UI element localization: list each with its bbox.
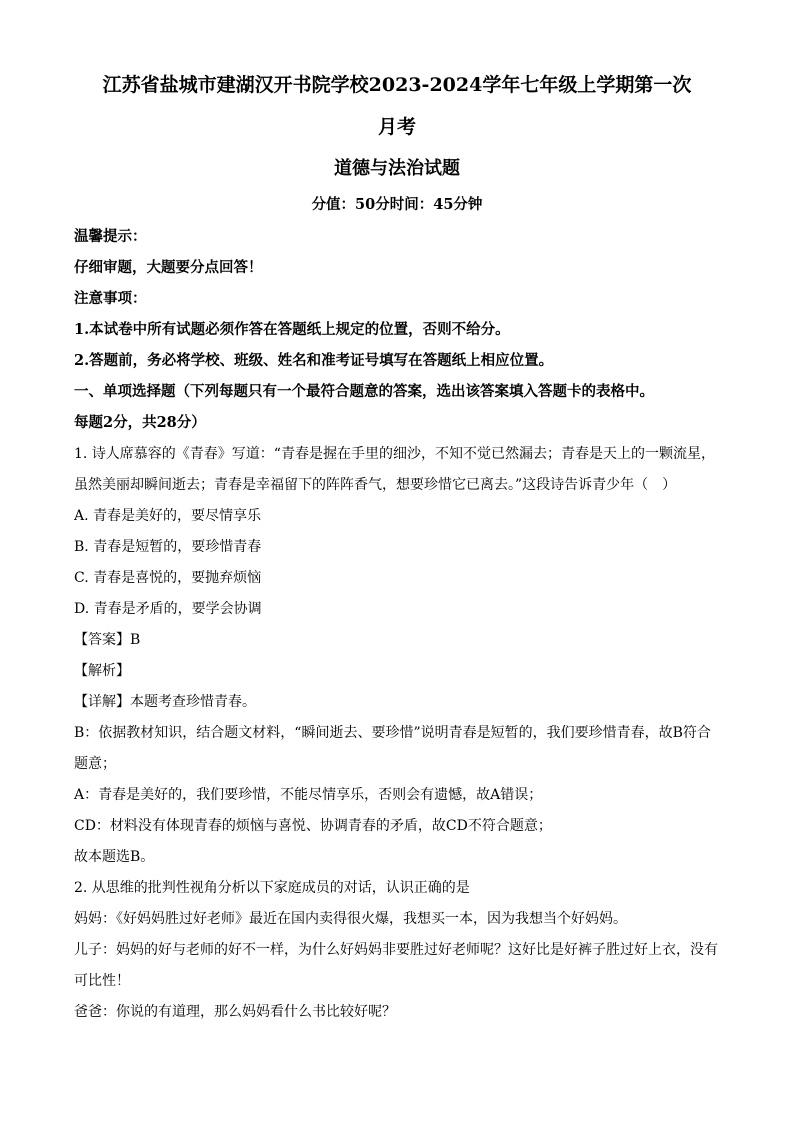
section-heading-line2: 每题2分，共28分） (74, 414, 206, 431)
section-heading-line1: 一、单项选择题（下列每题只有一个最符合题意的答案，选出该答案填入答题卡的表格中。 (74, 383, 654, 400)
tip-text: 仔细审题，大题要分点回答！ (74, 259, 263, 276)
q2-mom-line: 妈妈：《好妈妈胜过好老师》最近在国内卖得很火爆，我想买一本，因为我想当个好妈妈。 (74, 911, 627, 927)
q1-explanation-b-line1: B：依据教材知识，结合题文材料，“瞬间逝去、要珍惜”说明青春是短暂的，我们要珍惜青春，故B符合 (74, 725, 711, 741)
q1-explanation-b-line2: 题意； (74, 756, 116, 772)
q1-option-b: B. 青春是短暂的，要珍惜青春 (74, 539, 262, 555)
q2-stem: 2. 从思维的批判性视角分析以下家庭成员的对话，认识正确的是 (74, 880, 470, 896)
tip-heading: 温馨提示： (74, 228, 147, 245)
q1-analysis-heading: 【解析】 (74, 663, 130, 679)
q1-explanation-cd: CD：材料没有体现青春的烦恼与喜悦、协调青春的矛盾，故CD不符合题意； (74, 818, 552, 834)
exam-title-line2: 月考 (377, 116, 416, 138)
q1-explanation-a: A：青春是美好的，我们要珍惜，不能尽情享乐，否则会有遗憾，故A错误； (74, 787, 543, 803)
subject-title: 道德与法治试题 (334, 158, 460, 179)
q1-answer: 【答案】B (74, 632, 141, 648)
q1-option-a: A. 青春是美好的，要尽情享乐 (74, 508, 262, 524)
rules-heading: 注意事项： (74, 290, 147, 307)
exam-title-line1: 江苏省盐城市建湖汉开书院学校2023-2024学年七年级上学期第一次 (102, 74, 692, 96)
rule-1: 1.本试卷中所有试题必须作答在答题纸上规定的位置，否则不给分。 (74, 321, 510, 338)
q1-conclusion: 故本题选B。 (74, 849, 155, 865)
q1-option-d: D. 青春是矛盾的，要学会协调 (74, 601, 262, 617)
q2-son-line2: 可比性！ (74, 973, 130, 989)
q1-stem-line2: 虽然美丽却瞬间逝去；青春是幸福留下的阵阵香气，想要珍惜它已离去。”这段诗告诉青少年（ ） (74, 477, 677, 493)
q1-option-c: C. 青春是喜悦的，要抛弃烦恼 (74, 570, 262, 586)
q1-stem-line1: 1. 诗人席慕容的《青春》写道：“青春是握在手里的细沙，不知不觉已然漏去；青春是天上的一颗流星， (74, 446, 715, 462)
q2-son-line1: 儿子：妈妈的好与老师的好不一样，为什么好妈妈非要胜过好老师呢？这好比是好裤子胜过好上衣，没有 (74, 942, 718, 958)
rule-2: 2.答题前，务必将学校、班级、姓名和准考证号填写在答题纸上相应位置。 (74, 352, 554, 369)
score-time: 分值：50分时间：45分钟 (311, 196, 483, 213)
q2-dad-line: 爸爸：你说的有道理，那么妈妈看什么书比较好呢？ (74, 1004, 396, 1020)
q1-detail: 【详解】本题考查珍惜青春。 (74, 694, 256, 710)
